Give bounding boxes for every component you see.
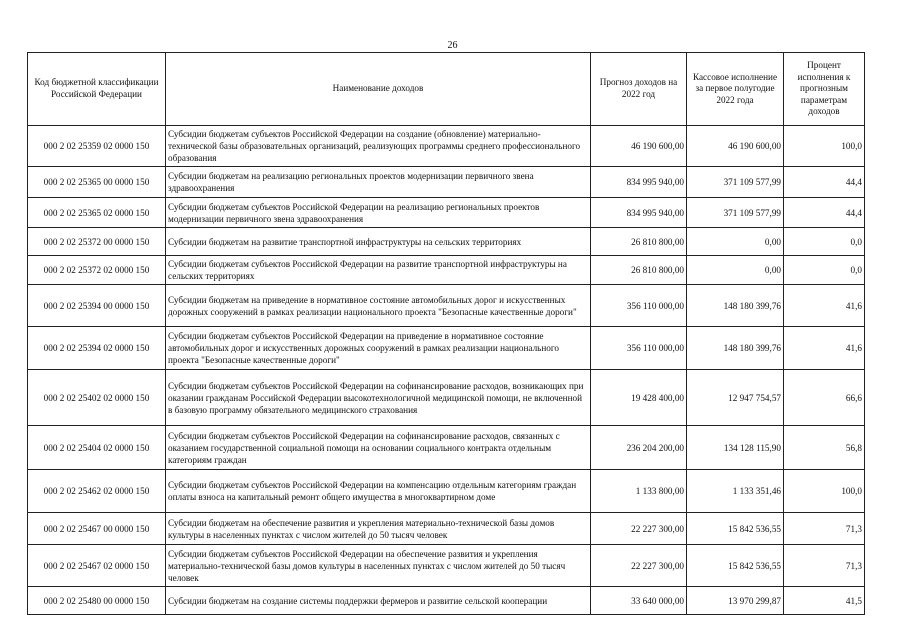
row-forecast: 356 110 000,00	[591, 327, 687, 370]
row-percent: 56,8	[784, 426, 865, 470]
row-cash: 12 947 754,57	[687, 370, 784, 426]
row-code: 000 2 02 25402 02 0000 150	[28, 370, 166, 426]
row-percent: 41,5	[784, 587, 865, 615]
table-row	[28, 198, 865, 228]
row-cash: 371 109 577,99	[687, 167, 784, 198]
row-code: 000 2 02 25404 02 0000 150	[28, 426, 166, 470]
row-name: Субсидии бюджетам на реализацию региональных проектов модернизации первичного звена здравоохранения	[166, 167, 591, 198]
row-name: Субсидии бюджетам на приведение в нормативное состояние автомобильных дорог и искусственных дорожных сооружений в рамках реализации национального проекта "Безопасные качественные дороги"	[166, 285, 591, 327]
row-percent: 71,3	[784, 513, 865, 545]
row-code: 000 2 02 25394 00 0000 150	[28, 285, 166, 327]
row-forecast: 46 190 600,00	[591, 126, 687, 167]
table-row	[28, 545, 865, 587]
table-body	[28, 126, 865, 615]
row-code: 000 2 02 25467 00 0000 150	[28, 513, 166, 545]
row-cash: 148 180 399,76	[687, 327, 784, 370]
row-code: 000 2 02 25365 02 0000 150	[28, 198, 166, 228]
row-percent: 100,0	[784, 126, 865, 167]
row-percent: 71,3	[784, 545, 865, 587]
row-code: 000 2 02 25480 00 0000 150	[28, 587, 166, 615]
row-name: Субсидии бюджетам на развитие транспортной инфраструктуры на сельских территориях	[166, 228, 591, 256]
row-forecast: 22 227 300,00	[591, 513, 687, 545]
row-percent: 41,6	[784, 327, 865, 370]
table-row	[28, 587, 865, 615]
row-code: 000 2 02 25467 02 0000 150	[28, 545, 166, 587]
table-header	[28, 53, 865, 126]
table-row	[28, 513, 865, 545]
table-row	[28, 285, 865, 327]
row-name: Субсидии бюджетам субъектов Российской Федерации на развитие транспортной инфраструктуры на сельских территориях	[166, 256, 591, 285]
row-code: 000 2 02 25372 00 0000 150	[28, 228, 166, 256]
row-forecast: 33 640 000,00	[591, 587, 687, 615]
table-row	[28, 327, 865, 370]
row-forecast: 834 995 940,00	[591, 167, 687, 198]
table-row	[28, 167, 865, 198]
row-percent: 100,0	[784, 470, 865, 513]
table-row	[28, 126, 865, 167]
table-row	[28, 370, 865, 426]
row-percent: 44,4	[784, 167, 865, 198]
row-name: Субсидии бюджетам на создание системы поддержки фермеров и развитие сельской кооперации	[166, 587, 591, 615]
row-cash: 1 133 351,46	[687, 470, 784, 513]
table-row	[28, 228, 865, 256]
row-forecast: 22 227 300,00	[591, 545, 687, 587]
row-code: 000 2 02 25462 02 0000 150	[28, 470, 166, 513]
row-code: 000 2 02 25394 02 0000 150	[28, 327, 166, 370]
row-percent: 44,4	[784, 198, 865, 228]
header-forecast: Прогноз доходов на 2022 год	[591, 53, 687, 126]
row-percent: 0,0	[784, 228, 865, 256]
row-cash: 15 842 536,55	[687, 545, 784, 587]
row-forecast: 356 110 000,00	[591, 285, 687, 327]
header-name: Наименование доходов	[166, 53, 591, 126]
row-forecast: 236 204 200,00	[591, 426, 687, 470]
row-percent: 41,6	[784, 285, 865, 327]
row-name: Субсидии бюджетам субъектов Российской Федерации на обеспечение развития и укрепления материально-технической базы домов культуры в населенных пунктах с числом жителей до 50 тысяч человек	[166, 545, 591, 587]
table-row	[28, 470, 865, 513]
row-name: Субсидии бюджетам субъектов Российской Федерации на приведение в нормативное состояние автомобильных дорог и искусственных дорожных сооружений в рамках реализации национального проекта "Безопасные качественные дороги"	[166, 327, 591, 370]
row-percent: 0,0	[784, 256, 865, 285]
row-forecast: 1 133 800,00	[591, 470, 687, 513]
row-code: 000 2 02 25365 00 0000 150	[28, 167, 166, 198]
row-name: Субсидии бюджетам субъектов Российской Федерации на софинансирование расходов, связанных с оказанием государственной социальной помощи на основании социального контракта отдельным категориям граждан	[166, 426, 591, 470]
page-number: 26	[447, 40, 458, 51]
row-percent: 66,6	[784, 370, 865, 426]
table-row	[28, 256, 865, 285]
header-code: Код бюджетной классификации Российской Федерации	[28, 53, 166, 126]
row-code: 000 2 02 25372 02 0000 150	[28, 256, 166, 285]
header-cash: Кассовое исполнение за первое полугодие 2022 года	[687, 53, 784, 126]
row-name: Субсидии бюджетам на обеспечение развития и укрепления материально-технической базы домов культуры в населенных пунктах с числом жителей до 50 тысяч человек	[166, 513, 591, 545]
revenue-table	[27, 52, 865, 615]
header-percent: Процент исполнения к прогнозным параметрам доходов	[784, 53, 865, 126]
table-row	[28, 426, 865, 470]
row-cash: 134 128 115,90	[687, 426, 784, 470]
row-forecast: 834 995 940,00	[591, 198, 687, 228]
row-cash: 46 190 600,00	[687, 126, 784, 167]
row-name: Субсидии бюджетам субъектов Российской Федерации на создание (обновление) материально-технической базы образовательных организаций, реализующих программы среднего профессионального образования	[166, 126, 591, 167]
row-name: Субсидии бюджетам субъектов Российской Федерации на компенсацию отдельным категориям граждан оплаты взноса на капитальный ремонт общего имущества в многоквартирном доме	[166, 470, 591, 513]
row-name: Субсидии бюджетам субъектов Российской Федерации на софинансирование расходов, возникающих при оказании гражданам Российской Федерации высокотехнологичной медицинской помощи, не включенной в базовую программу обязательного медицинского страхования	[166, 370, 591, 426]
row-cash: 15 842 536,55	[687, 513, 784, 545]
row-cash: 13 970 299,87	[687, 587, 784, 615]
row-forecast: 26 810 800,00	[591, 256, 687, 285]
row-code: 000 2 02 25359 02 0000 150	[28, 126, 166, 167]
row-cash: 0,00	[687, 228, 784, 256]
row-name: Субсидии бюджетам субъектов Российской Федерации на реализацию региональных проектов модернизации первичного звена здравоохранения	[166, 198, 591, 228]
row-forecast: 19 428 400,00	[591, 370, 687, 426]
row-cash: 148 180 399,76	[687, 285, 784, 327]
row-forecast: 26 810 800,00	[591, 228, 687, 256]
row-cash: 371 109 577,99	[687, 198, 784, 228]
row-cash: 0,00	[687, 256, 784, 285]
